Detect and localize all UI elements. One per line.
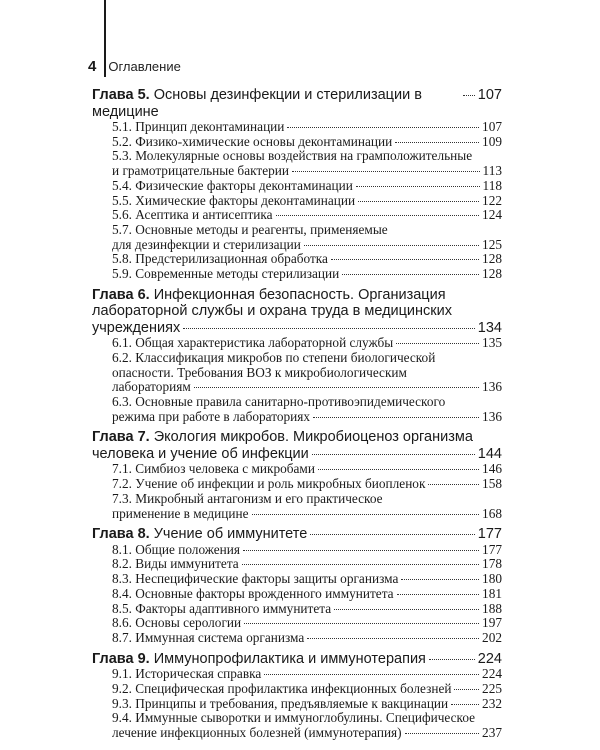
section-entry[interactable]	[92, 120, 502, 135]
chapter-label: Глава 7.	[92, 429, 150, 446]
section-entry[interactable]	[92, 682, 502, 697]
dot-leader	[183, 328, 475, 329]
chapter-row	[92, 320, 502, 337]
chapter-page-number: 134	[477, 319, 502, 336]
section-row	[112, 120, 502, 135]
section-row	[112, 164, 502, 179]
section-page-number: 136	[482, 408, 502, 424]
section-title: 5.1. Принцип деконтаминации	[112, 119, 285, 134]
dot-leader	[334, 609, 479, 610]
section-page-number: 125	[482, 236, 502, 252]
section-row	[112, 543, 502, 558]
chapter-label: Глава 8.	[92, 526, 150, 543]
section-entry[interactable]	[92, 135, 502, 150]
section-entry[interactable]	[92, 631, 502, 646]
dot-leader	[395, 142, 479, 143]
dot-leader	[252, 514, 480, 515]
section-row	[112, 667, 502, 682]
dot-leader	[451, 704, 479, 705]
dot-leader	[429, 659, 475, 660]
section-title: применение в медицине	[112, 505, 249, 521]
chapter-row	[92, 87, 502, 120]
section-page-number: 135	[482, 335, 502, 351]
section-entry[interactable]	[92, 462, 502, 477]
section-title: 7.2. Учение об инфекции и роль микробных биопленок	[112, 476, 426, 492]
section-page-number: 128	[482, 266, 502, 282]
chapter-title: Основы дезинфекции и стерилизации в медицине	[92, 87, 422, 120]
chapter-title: Учение об иммунитете	[153, 526, 308, 543]
section-row	[112, 267, 502, 282]
section-page-number: 202	[482, 629, 502, 645]
section-entry[interactable]	[92, 351, 502, 395]
chapter-page-number: 107	[477, 87, 502, 103]
chapter-title-line: учреждениях	[92, 319, 181, 336]
section-title: режима при работе в лабораториях	[112, 408, 311, 424]
chapter-title: Иммунопрофилактика и иммунотерапия	[153, 650, 426, 667]
section-title: 9.1. Историческая справка	[112, 666, 262, 682]
section-title: 8.7. Иммунная система организма	[112, 629, 305, 645]
dot-leader	[358, 201, 479, 202]
section-row	[112, 410, 502, 425]
chapter-title-line: Инфекционная безопасность. Организация	[153, 286, 446, 303]
page-title: Оглавление	[108, 59, 181, 74]
chapter-entry[interactable]	[92, 429, 502, 462]
section-page-number: 136	[482, 379, 502, 395]
dot-leader	[307, 638, 479, 639]
section-title: 5.6. Асептика и антисептика	[112, 207, 273, 223]
section-entry[interactable]	[92, 208, 502, 223]
dot-leader	[356, 186, 480, 187]
section-title: 8.1. Общие положения	[112, 541, 241, 557]
chapter-label: Глава 9.	[92, 650, 150, 667]
section-title: 5.9. Современные методы стерилизации	[112, 266, 340, 282]
chapter-heading	[92, 651, 426, 668]
section-title-line: 7.3. Микробный антагонизм и его практическое	[112, 490, 383, 506]
section-entry[interactable]	[92, 711, 502, 740]
section-page-number: 224	[482, 666, 502, 682]
section-title-line: 6.3. Основные правила санитарно-противоэпидемического	[112, 394, 446, 410]
section-title: 5.2. Физико-химические основы деконтаминации	[112, 133, 393, 149]
dot-leader	[310, 534, 474, 535]
section-page-number: 128	[482, 251, 502, 267]
section-title: 9.3. Принципы и требования, предъявляемые к вакцинации	[112, 695, 449, 711]
section-row	[112, 572, 502, 587]
section-page-number: 181	[482, 585, 502, 601]
section-row	[112, 252, 502, 267]
chapter-heading-line	[92, 429, 502, 446]
section-entry[interactable]	[92, 477, 502, 492]
section-title: 7.1. Симбиоз человека с микробами	[112, 461, 315, 477]
section-title: 8.5. Факторы адаптивного иммунитета	[112, 600, 332, 616]
section-entry[interactable]	[92, 667, 502, 682]
dot-leader	[313, 417, 479, 418]
section-entry[interactable]	[92, 587, 502, 602]
section-title: 8.6. Основы серологии	[112, 615, 242, 631]
section-row	[112, 631, 502, 646]
section-page-number: 197	[482, 615, 502, 631]
dot-leader	[287, 127, 479, 128]
dot-leader	[292, 171, 480, 172]
section-entry[interactable]	[92, 267, 502, 282]
chapter-page-number: 224	[477, 650, 502, 667]
dot-leader	[342, 274, 479, 275]
dot-leader	[405, 733, 479, 734]
section-title: лабораториям	[112, 379, 191, 395]
dot-leader	[242, 564, 479, 565]
table-of-contents	[92, 87, 502, 741]
section-title: 5.4. Физические факторы деконтаминации	[112, 177, 353, 193]
section-title-line: 5.3. Молекулярные основы воздействия на грамположительные	[112, 148, 473, 164]
section-row	[112, 587, 502, 602]
section-row	[112, 336, 502, 351]
section-entry[interactable]	[92, 543, 502, 558]
section-page-number: 168	[482, 505, 502, 521]
section-page-number: 146	[482, 461, 502, 477]
section-row	[112, 616, 502, 631]
dot-leader	[396, 343, 479, 344]
chapter-entry[interactable]	[92, 287, 502, 337]
chapter-page-number: 177	[477, 526, 502, 543]
page-header	[88, 58, 181, 75]
section-page-number: 113	[482, 163, 502, 179]
page-number: 4	[88, 58, 97, 75]
section-row	[112, 208, 502, 223]
dot-leader	[194, 387, 479, 388]
dot-leader	[318, 469, 479, 470]
section-title: 6.1. Общая характеристика лабораторной службы	[112, 335, 394, 351]
section-page-number: 107	[482, 119, 502, 134]
section-row	[112, 462, 502, 477]
section-row	[112, 697, 502, 712]
dot-leader	[428, 484, 479, 485]
chapter-heading	[92, 526, 307, 543]
section-page-number: 225	[482, 680, 502, 696]
section-row	[112, 179, 502, 194]
section-title-line: опасности. Требования ВОЗ к микробиологическим	[112, 364, 407, 380]
section-entry[interactable]	[92, 572, 502, 587]
section-row	[112, 238, 502, 253]
section-entry[interactable]	[92, 336, 502, 351]
section-page-number: 122	[482, 192, 502, 208]
dot-leader	[244, 623, 479, 624]
chapter-entry[interactable]	[92, 526, 502, 543]
dot-leader	[312, 454, 475, 455]
section-entry[interactable]	[92, 492, 502, 521]
section-title: 8.3. Неспецифические факторы защиты организма	[112, 571, 399, 587]
dot-leader	[397, 594, 479, 595]
chapter-title-line: Экология микробов. Микробиоценоз организма	[153, 429, 473, 446]
section-entry[interactable]	[92, 616, 502, 631]
section-row	[112, 477, 502, 492]
chapter-label: Глава 5.	[92, 87, 150, 103]
section-title: для дезинфекции и стерилизации	[112, 236, 301, 252]
section-title: лечение инфекционных болезней (иммунотерапия)	[112, 725, 402, 740]
section-row	[112, 135, 502, 150]
section-page-number: 188	[482, 600, 502, 616]
section-row	[112, 602, 502, 617]
section-row	[112, 380, 502, 395]
dot-leader	[331, 259, 479, 260]
section-row	[112, 682, 502, 697]
dot-leader	[454, 689, 479, 690]
dot-leader	[243, 550, 479, 551]
section-page-number: 158	[482, 476, 502, 492]
section-title: 8.2. Виды иммунитета	[112, 556, 239, 572]
chapter-entry[interactable]	[92, 87, 502, 120]
section-title-line: 9.4. Иммунные сыворотки и иммуноглобулины. Специфическое	[112, 710, 476, 726]
chapter-row	[92, 526, 502, 543]
section-page-number: 118	[482, 177, 502, 193]
section-entry[interactable]	[92, 179, 502, 194]
section-title: и грамотрицательные бактерии	[112, 163, 289, 179]
section-entry[interactable]	[92, 149, 502, 178]
section-title-line: 6.2. Классификация микробов по степени биологической	[112, 349, 436, 365]
section-page-number: 178	[482, 556, 502, 572]
section-entry[interactable]	[92, 697, 502, 712]
section-row	[112, 726, 502, 741]
section-row	[112, 194, 502, 209]
chapter-row	[92, 446, 502, 463]
chapter-entry[interactable]	[92, 651, 502, 668]
section-page-number: 237	[482, 725, 502, 740]
section-entry[interactable]	[92, 602, 502, 617]
section-page-number: 177	[482, 541, 502, 557]
section-entry[interactable]	[92, 395, 502, 424]
section-title: 9.2. Специфическая профилактика инфекционных болезней	[112, 680, 452, 696]
section-entry[interactable]	[92, 252, 502, 267]
section-page-number: 109	[482, 133, 502, 149]
dot-leader	[304, 245, 479, 246]
dot-leader	[264, 674, 479, 675]
section-row	[112, 557, 502, 572]
section-title: 5.8. Предстерилизационная обработка	[112, 251, 328, 267]
chapter-page-number: 144	[477, 445, 502, 462]
chapter-row	[92, 651, 502, 668]
section-page-number: 232	[482, 695, 502, 711]
section-entry[interactable]	[92, 223, 502, 252]
section-page-number: 124	[482, 207, 502, 223]
chapter-label: Глава 6.	[92, 286, 150, 303]
section-entry[interactable]	[92, 557, 502, 572]
section-title: 8.4. Основные факторы врожденного иммунитета	[112, 585, 394, 601]
section-row	[112, 507, 502, 522]
section-title: 5.5. Химические факторы деконтаминации	[112, 192, 356, 208]
dot-leader	[463, 95, 475, 96]
dot-leader	[276, 215, 479, 216]
dot-leader	[401, 579, 479, 580]
chapter-title-line: человека и учение об инфекции	[92, 445, 309, 462]
chapter-heading	[92, 87, 460, 120]
chapter-heading-line	[92, 287, 502, 304]
section-title-line: 5.7. Основные методы и реагенты, применяемые	[112, 221, 388, 237]
chapter-title-line: лабораторной службы и охрана труда в медицинских	[92, 303, 452, 320]
section-entry[interactable]	[92, 194, 502, 209]
section-page-number: 180	[482, 571, 502, 587]
